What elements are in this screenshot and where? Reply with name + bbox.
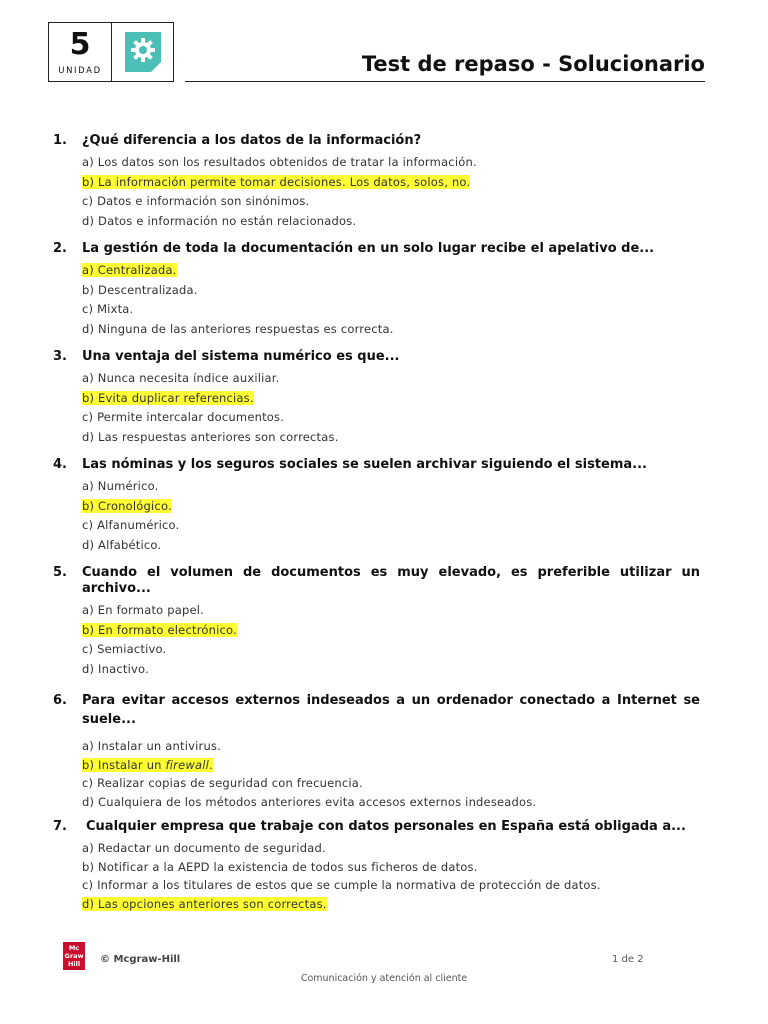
answer-label: b) Descentralizada. [82,282,198,297]
unit-number-cell [49,23,112,81]
unit-badge [48,22,174,82]
answer-text [82,518,179,532]
answer-text [82,322,394,336]
question-text: ¿Qué diferencia a los datos de la información? [82,133,422,148]
correct-answer-highlight [82,175,470,189]
answer-options [82,261,700,339]
answer-text [82,776,363,790]
unit-icon-cell [112,23,173,81]
correct-answer-highlight [82,897,327,911]
answer-option [82,212,700,232]
header-divider [185,81,705,82]
answer-option [82,621,700,641]
answer-label: b) Instalar un [82,757,166,772]
page-number: 1 de 2 [612,954,644,965]
answer-option [82,369,700,389]
question-number: 2. [53,241,67,256]
question-number: 5. [53,565,67,580]
answer-label: c) Semiactivo. [82,642,167,656]
answer-option [82,858,700,877]
answer-label: b) Notificar a la AEPD la existencia de todos sus ficheros de datos. [82,859,478,874]
answer-options [82,369,700,447]
correct-answer-highlight [82,499,172,513]
correct-answer-highlight [82,758,213,772]
question-heading [53,241,700,257]
answer-label: d) Las respuestas anteriores son correctas. [82,429,339,444]
answer-text [82,371,280,385]
publisher-logo: Mc Graw Hill [64,944,84,968]
answer-label: a) Numérico. [82,479,159,493]
footer-subject: Comunicación y atención al cliente [300,973,468,984]
question-text: Las nóminas y los seguros sociales se suelen archivar siguiendo el sistema... [82,457,647,472]
question-6 [53,691,700,811]
answer-label: a) Centralizada. [82,263,177,277]
answer-label: a) Nunca necesita índice auxiliar. [82,371,280,385]
question-number: 1. [53,133,67,148]
question-heading [53,819,700,835]
answer-label: d) Las opciones anteriores son correctas. [82,896,327,911]
question-number: 4. [53,457,67,472]
answer-text [82,642,166,656]
question-heading [53,457,700,473]
answer-options [82,839,700,913]
answer-label: a) Redactar un documento de seguridad. [82,841,326,855]
unit-number: 5 [69,27,91,62]
answer-text [82,739,221,753]
question-heading [53,691,700,729]
answer-text [82,603,204,617]
answer-label: b) Cronológico. [82,498,172,513]
answer-text [82,430,339,444]
answer-option [82,793,700,812]
gear-icon [125,32,161,72]
question-5 [53,565,700,679]
correct-answer-highlight [82,391,254,405]
answer-option [82,408,700,428]
answer-option [82,737,700,756]
answer-text [82,860,478,874]
answer-label: a) En formato papel. [82,603,205,617]
answer-label: c) Permite intercalar documentos. [82,410,285,424]
answer-text [82,410,284,424]
question-text: Una ventaja del sistema numérico es que... [82,349,400,364]
answer-text [82,479,159,493]
answer-text [82,662,149,676]
question-heading [53,349,700,365]
question-4 [53,457,700,555]
answer-option [82,536,700,556]
answer-option [82,774,700,793]
answer-text [82,194,309,208]
answer-option [82,477,700,497]
answer-options [82,153,700,231]
answer-option [82,640,700,660]
question-text: Para evitar accesos externos indeseados a un ordenador conectado a Internet se suele... [82,693,700,727]
answer-text [82,538,161,552]
answer-option [82,516,700,536]
answer-label: b) En formato electrónico. [82,622,237,637]
question-text: La gestión de toda la documentación en un solo lugar recibe el apelativo de... [82,241,655,256]
correct-answer-highlight [82,623,237,637]
footer-copyright: © Mcgraw-Hill [100,954,181,965]
question-2 [53,241,700,339]
answer-text [82,214,356,228]
answer-text [82,155,477,169]
question-number: 7. [53,819,67,834]
answer-option [82,320,700,340]
question-3 [53,349,700,447]
answer-option [82,428,700,448]
answer-option [82,281,700,301]
question-heading [53,133,700,149]
answer-options [82,477,700,555]
document-title: Test de repaso - Solucionario [361,52,705,76]
question-7 [53,819,700,913]
question-heading [53,565,700,597]
answer-label: d) Datos e información no están relacionados. [82,213,357,228]
question-list [53,133,700,913]
answer-text [82,283,198,297]
answer-option [82,839,700,858]
answer-label: b) Evita duplicar referencias. [82,390,254,405]
answer-option [82,601,700,621]
answer-label: d) Alfabético. [82,537,162,552]
answer-italic-term: firewall [165,757,210,772]
answer-option [82,756,700,775]
answer-label: d) Ninguna de las anteriores respuestas es correcta. [82,321,394,336]
answer-label: a) Instalar un antivirus. [82,739,221,753]
answer-suffix: . [209,757,213,772]
answer-option [82,895,700,914]
answer-text [82,302,133,316]
answer-text [82,878,601,892]
answer-option [82,300,700,320]
answer-option [82,192,700,212]
answer-option [82,876,700,895]
answer-options [82,737,700,811]
answer-option [82,261,700,281]
answer-label: d) Cualquiera de los métodos anteriores evita accesos externos indeseados. [82,794,537,809]
answer-option [82,497,700,517]
answer-text [82,795,536,809]
answer-label: d) Inactivo. [82,661,149,676]
answer-options [82,601,700,679]
answer-option [82,660,700,680]
answer-label: a) Los datos son los resultados obtenidos de tratar la información. [82,155,477,169]
question-number: 3. [53,349,67,364]
answer-label: c) Datos e información son sinónimos. [82,194,310,208]
answer-option [82,173,700,193]
question-1 [53,133,700,231]
correct-answer-highlight [82,263,177,277]
answer-option [82,153,700,173]
unit-label: UNIDAD [58,66,102,76]
answer-label: c) Mixta. [82,302,134,316]
answer-label: c) Alfanumérico. [82,518,180,532]
answer-label: b) La información permite tomar decisiones. Los datos, solos, no. [82,174,471,189]
answer-label: c) Realizar copias de seguridad con frecuencia. [82,776,363,790]
question-text: Cualquier empresa que trabaje con datos personales en España está obligada a... [86,819,686,834]
question-number: 6. [53,693,67,708]
question-text: Cuando el volumen de documentos es muy elevado, es preferible utilizar un archivo... [82,565,700,596]
answer-text [82,841,326,855]
answer-option [82,389,700,409]
answer-label: c) Informar a los titulares de estos que se cumple la normativa de protección de datos. [82,878,601,892]
